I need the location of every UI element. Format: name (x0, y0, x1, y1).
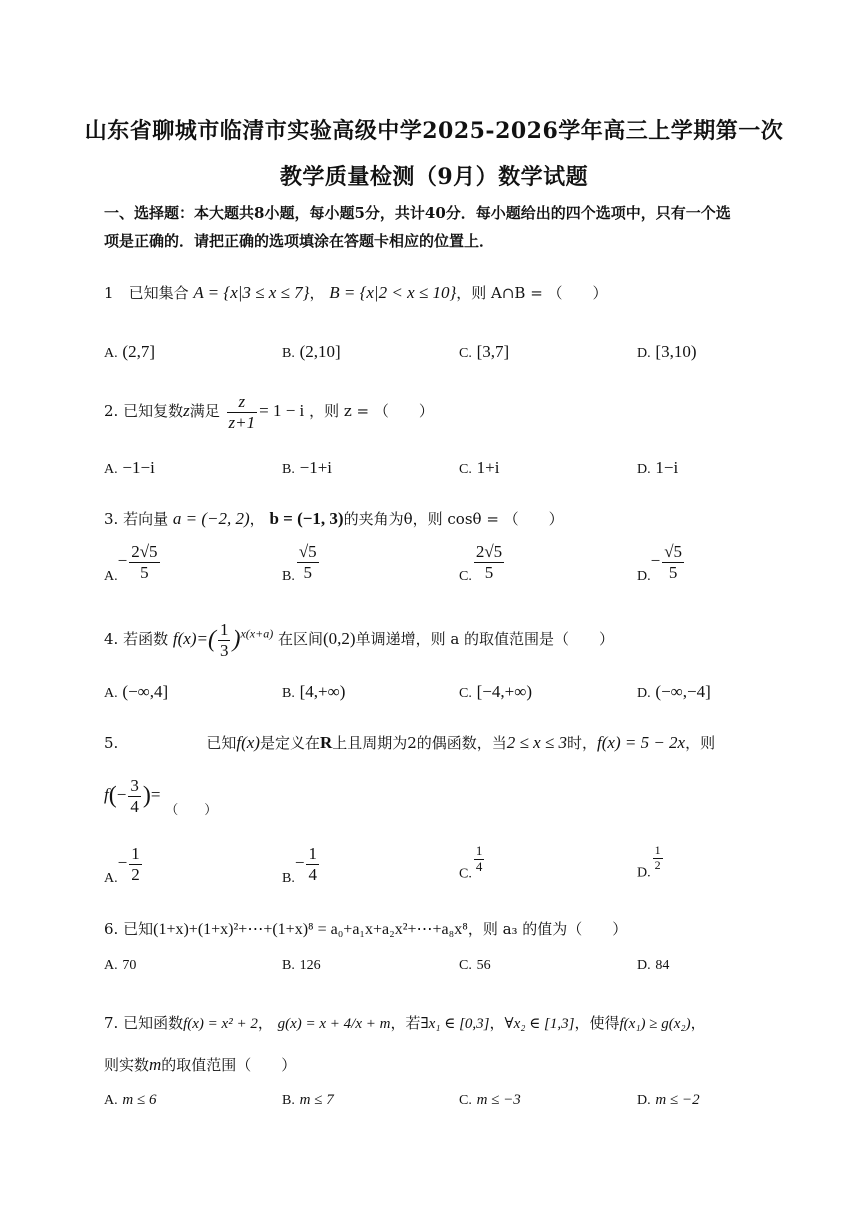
q2-fraction: $\frac{z}{z+1}$ (228, 392, 256, 432)
q4-option-a[interactable]: A. (−∞,4] (104, 682, 169, 701)
q7-option-d[interactable]: D. m ≤ −2 (637, 1092, 700, 1108)
q5-option-a[interactable]: A.− $\frac{1}{2}$ (104, 844, 140, 887)
q5-option-d[interactable]: D. $\frac{1}{2}$ (637, 843, 661, 881)
q1-set-b: B = {x|2 < x ≤ 10} (329, 283, 457, 302)
section-instructions (104, 204, 774, 250)
q1-prefix: 已知集合 (128, 284, 189, 302)
q7-line2: 则实数m的取值范围（ ） (104, 1055, 297, 1074)
exam-title-line1: 山东省聊城市临清市实验高级中学2025-2026学年高三上学期第一次 (84, 118, 784, 144)
q2-option-c[interactable]: C. 1+i (459, 458, 500, 477)
question-6: 6. 已知(1+x)+(1+x)²+⋯+(1+x)⁸ = a₀+a₁x+a₂x²+⋯+a₈x⁸，则 a₃ 的值为（ ） (104, 920, 628, 938)
q3-vector-b: b = (−1, 3) (269, 509, 344, 528)
q3-option-a[interactable]: A.− $\frac{2√5}{5}$ (104, 542, 158, 585)
q2-option-b[interactable]: B. −1+i (282, 458, 333, 477)
question-4: 4. 若函数 f(x)=( $\frac{1}{3}$ )$^{x(x+a)}$ 在区间(0,2)单调递增，则 a 的取值范围是（ ） (104, 620, 615, 660)
q4-option-b[interactable]: B. [4,+∞) (282, 682, 346, 701)
question-5: 5. 已知f(x)是定义在R上且周期为2的偶函数，当2 ≤ x ≤ 3时，f(x) = 5 − 2x，则 (104, 733, 716, 752)
question-2: 2. 已知复数z满足 $\frac{z}{z+1}$ = 1 − i ，则 z = （ ） (104, 392, 434, 432)
q6-option-c[interactable]: C. 56 (459, 958, 491, 973)
q7-option-c[interactable]: C. m ≤ −3 (459, 1092, 521, 1108)
q1-option-b-text: (2,10] (299, 342, 341, 361)
q1-option-c-text: [3,7] (476, 342, 510, 361)
q3-option-d[interactable]: D.− $\frac{√5}{5}$ (637, 542, 683, 585)
q3-vector-a: a = (−2, 2) (172, 509, 250, 528)
q2-prefix: 已知复数 (123, 402, 184, 421)
q7-option-a[interactable]: A. m ≤ 6 (104, 1092, 157, 1108)
question-3: 3. 若向量 a = (−2, 2)， b = (−1, 3)的夹角为θ，则 cosθ = （ ） (104, 509, 564, 528)
q2-option-d[interactable]: D. 1−i (637, 458, 679, 477)
exam-title-line2: 教学质量检测（9月）数学试题 (279, 164, 589, 190)
q3-option-c[interactable]: C. $\frac{2√5}{5}$ (459, 542, 503, 585)
q4-option-d[interactable]: D. (−∞,−4] (637, 682, 711, 701)
question-1: 1 已知集合 A = {x|3 ≤ x ≤ 7}， B = {x|2 < x ≤ 10}，则 A∩B = （ ） (104, 283, 608, 302)
q1-option-c[interactable]: C. [3,7] (459, 342, 510, 361)
q4-option-c[interactable]: C. [−4,+∞) (459, 682, 532, 701)
q5-option-b[interactable]: B.− $\frac{1}{4}$ (282, 844, 317, 887)
q1-option-d-text: [3,10) (655, 342, 697, 361)
q2-rhs: = 1 − i (259, 401, 305, 421)
q1-option-a[interactable]: A. (2,7] (104, 342, 155, 361)
q1-number: 1 (104, 284, 114, 302)
q6-expansion: (1+x)+(1+x)²+⋯+(1+x)⁸ = a₀+a₁x+a₂x²+⋯+a₈x⁸ (153, 921, 468, 938)
q1-option-b[interactable]: B. (2,10] (282, 342, 341, 361)
section-line2: 项是正确的．请把正确的选项填涂在答题卡相应的位置上． (104, 232, 495, 250)
question-7: 7. 已知函数f(x) = x² + 2， g(x) = x + 4/x + m，若∃x₁ ∈ [0,3]，∀x₂ ∈ [1,3]，使得f(x₁) ≥ g(x₂)， (104, 1014, 706, 1032)
q1-option-a-text: (2,7] (122, 342, 155, 361)
q5-ask: f(− $\frac{3}{4}$ )= （ ） (104, 776, 218, 819)
q1-set-a: A = {x|3 ≤ x ≤ 7} (193, 283, 310, 302)
q5-option-c[interactable]: C. $\frac{1}{4}$ (459, 843, 483, 882)
q4-interval: (0,2) (323, 628, 356, 648)
q7-option-b[interactable]: B. m ≤ 7 (282, 1092, 334, 1108)
q2-option-a[interactable]: A. −1−i (104, 458, 155, 477)
q1-option-d[interactable]: D. [3,10) (637, 342, 697, 361)
q2-tail: ，则 z = （ ） (309, 402, 434, 421)
q3-tail: 的夹角为θ，则 cosθ = （ ） (343, 510, 564, 528)
q1-tail: ，则 A∩B = （ ） (456, 284, 608, 302)
section-line1: 一、选择题：本大题共8小题，每小题5分，共计40分．每小题给出的四个选项中，只有一个选 (104, 204, 731, 222)
q3-option-b[interactable]: B. $\frac{√5}{5}$ (282, 542, 317, 585)
q2-middle: 满足 (189, 402, 220, 421)
q4-function: f(x)=( $\frac{1}{3}$ )$^{x(x+a)}$ (172, 620, 274, 660)
q6-option-b[interactable]: B. 126 (282, 958, 321, 973)
q6-option-d[interactable]: D. 84 (637, 958, 670, 973)
q2-number: 2 (104, 402, 114, 421)
q6-option-a[interactable]: A. 70 (104, 958, 137, 973)
q2-var: z (183, 401, 190, 421)
